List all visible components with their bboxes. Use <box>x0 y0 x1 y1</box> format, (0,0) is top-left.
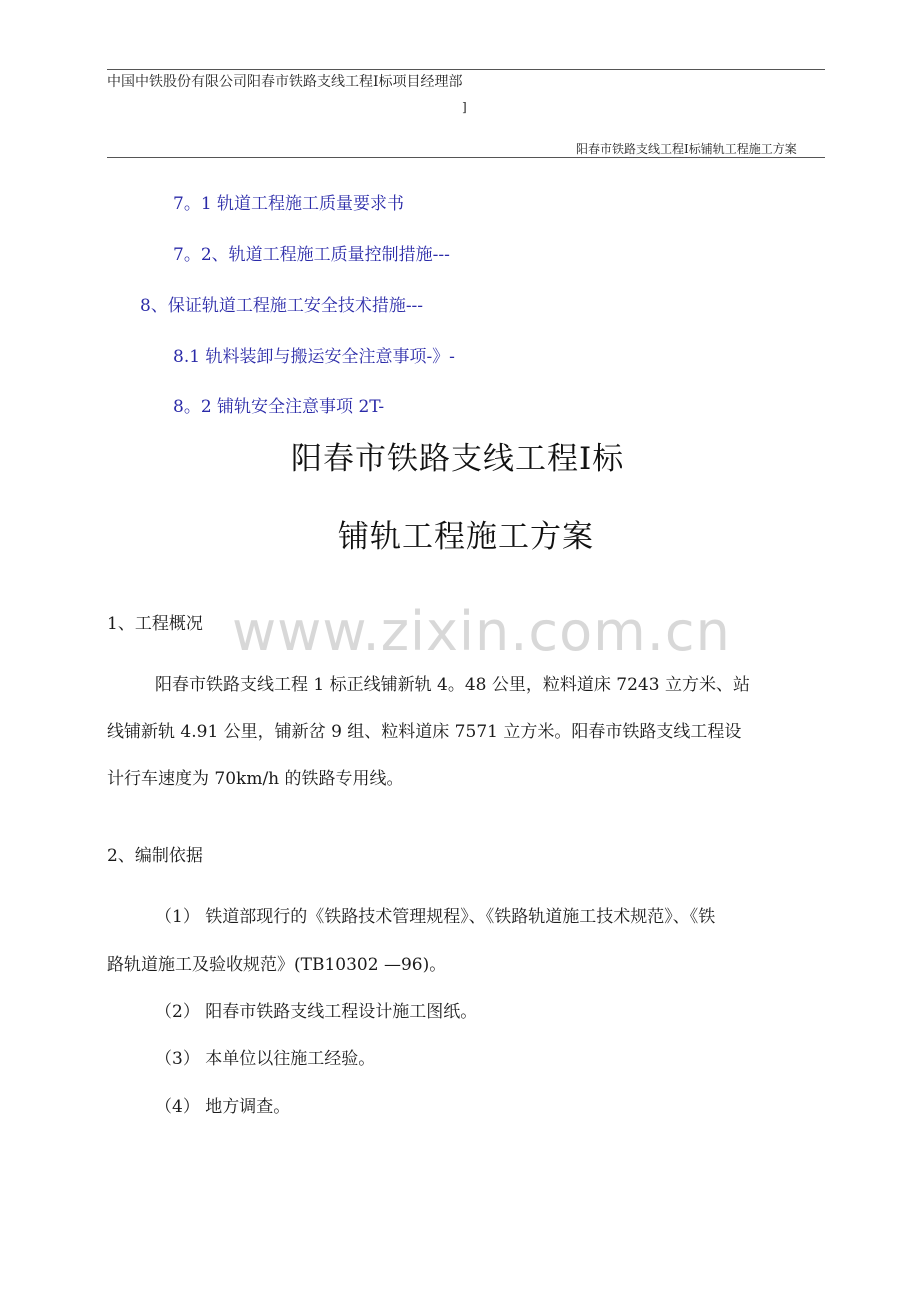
watermark: www.zixin.com.cn <box>232 600 731 663</box>
toc-item-7-2[interactable]: 7。2、轨道工程施工质量控制措施--- <box>173 245 450 265</box>
main-title-line2: 铺轨工程施工方案 <box>338 519 594 555</box>
section2-item1-line1: （1） 铁道部现行的《铁路技术管理规程》、《铁路轨道施工技术规范》、《铁 <box>155 907 716 927</box>
toc-item-8[interactable]: 8、保证轨道工程施工安全技术措施--- <box>140 296 424 316</box>
section1-heading: 1、工程概况 <box>107 614 203 634</box>
toc-item-8-2[interactable]: 8。2 铺轨安全注意事项 2T- <box>173 397 385 417</box>
section2-item3: （3） 本单位以往施工经验。 <box>155 1049 376 1069</box>
header-doc-title: 阳春市铁路支线工程Ⅰ标铺轨工程施工方案 <box>576 142 797 156</box>
section2-heading: 2、编制依据 <box>107 846 203 866</box>
header-top-rule <box>107 69 825 70</box>
main-title-line1: 阳春市铁路支线工程Ⅰ标 <box>291 441 625 477</box>
section1-line2: 线铺新轨 4.91 公里，铺新岔 9 组、粒料道床 7571 立方米。阳春市铁路支线工程设 <box>107 722 742 742</box>
header-bracket: ] <box>462 100 467 114</box>
section2-item4: （4） 地方调查。 <box>155 1097 291 1117</box>
section1-line1: 阳春市铁路支线工程 1 标正线铺新轨 4。48 公里，粒料道床 7243 立方米、站 <box>155 675 750 695</box>
header-bottom-rule <box>107 157 825 158</box>
section1-line3: 计行车速度为 70km/h 的铁路专用线。 <box>107 769 404 789</box>
header-company: 中国中铁股份有限公司阳春市铁路支线工程Ⅰ标项目经理部 <box>107 74 463 90</box>
section2-item2: （2） 阳春市铁路支线工程设计施工图纸。 <box>155 1002 478 1022</box>
toc-item-8-1[interactable]: 8.1 轨料装卸与搬运安全注意事项-》- <box>173 347 455 367</box>
section2-item1-line2: 路轨道施工及验收规范》(TB10302 —96)。 <box>107 955 447 975</box>
toc-item-7-1[interactable]: 7。1 轨道工程施工质量要求书 <box>173 194 405 214</box>
